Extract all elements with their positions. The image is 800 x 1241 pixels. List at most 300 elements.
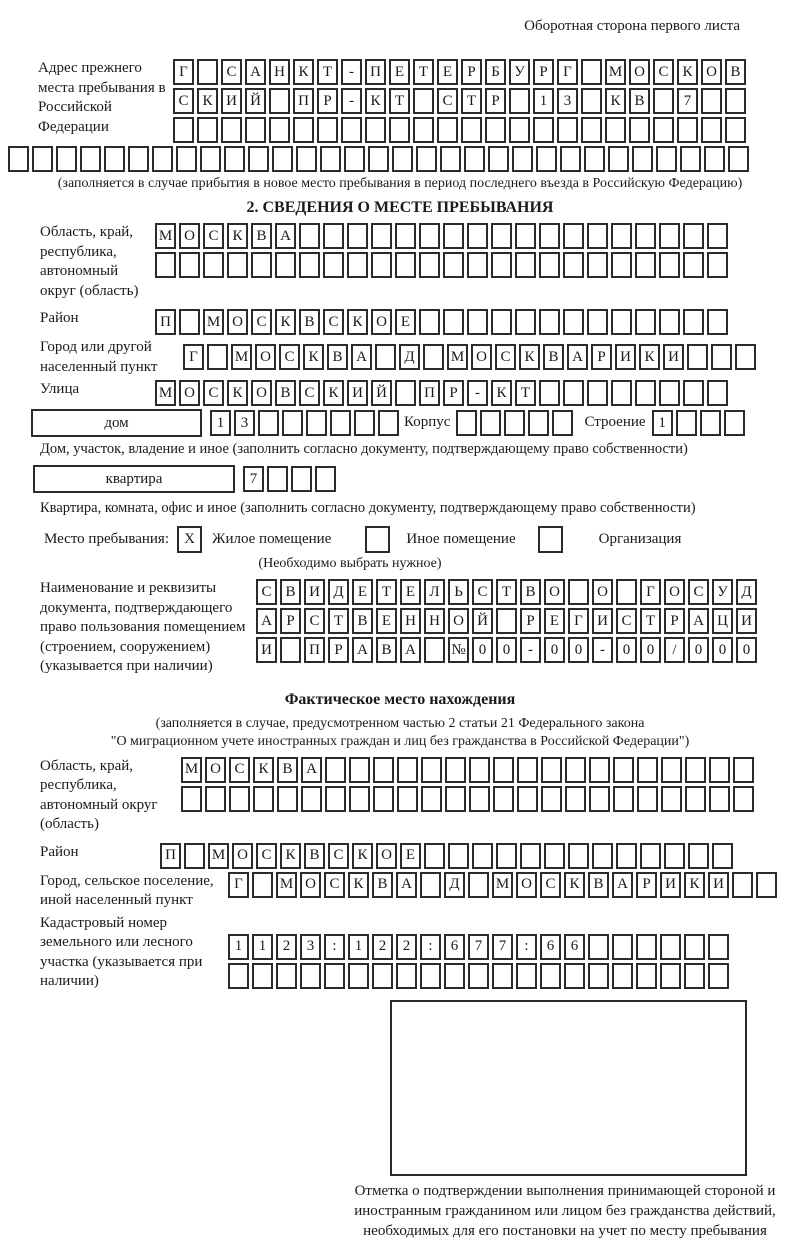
char-cell[interactable] bbox=[424, 843, 445, 869]
char-cell[interactable]: С bbox=[323, 309, 344, 335]
char-cell[interactable] bbox=[347, 252, 368, 278]
char-cell[interactable]: С bbox=[328, 843, 349, 869]
checkbox-zhiloe[interactable]: X bbox=[177, 526, 202, 553]
char-cell[interactable]: И bbox=[592, 608, 613, 634]
char-cell[interactable]: С bbox=[256, 843, 277, 869]
char-cell[interactable]: 2 bbox=[372, 934, 393, 960]
char-cell[interactable]: Д bbox=[399, 344, 420, 370]
kvartira-widebox[interactable]: квартира bbox=[33, 465, 235, 493]
char-cell[interactable]: Е bbox=[400, 843, 421, 869]
char-cell[interactable]: М bbox=[203, 309, 224, 335]
checkbox-inoe[interactable] bbox=[365, 526, 390, 553]
char-cell[interactable] bbox=[632, 146, 653, 172]
char-cell[interactable]: В bbox=[304, 843, 325, 869]
char-cell[interactable] bbox=[472, 843, 493, 869]
char-cell[interactable] bbox=[324, 963, 345, 989]
char-cell[interactable]: С bbox=[304, 608, 325, 634]
char-cell[interactable] bbox=[661, 786, 682, 812]
char-cell[interactable]: 6 bbox=[444, 934, 465, 960]
char-cell[interactable] bbox=[611, 252, 632, 278]
char-cell[interactable] bbox=[680, 146, 701, 172]
char-cell[interactable] bbox=[756, 872, 777, 898]
char-cell[interactable] bbox=[464, 146, 485, 172]
char-cell[interactable] bbox=[653, 117, 674, 143]
char-cell[interactable]: М bbox=[231, 344, 252, 370]
char-cell[interactable]: Н bbox=[269, 59, 290, 85]
char-cell[interactable] bbox=[397, 757, 418, 783]
char-cell[interactable]: № bbox=[448, 637, 469, 663]
char-cell[interactable] bbox=[467, 309, 488, 335]
char-cell[interactable] bbox=[516, 963, 537, 989]
char-cell[interactable]: Р bbox=[520, 608, 541, 634]
char-cell[interactable]: К bbox=[275, 309, 296, 335]
char-cell[interactable]: Н bbox=[400, 608, 421, 634]
char-cell[interactable] bbox=[708, 934, 729, 960]
char-cell[interactable] bbox=[437, 117, 458, 143]
char-cell[interactable]: 0 bbox=[496, 637, 517, 663]
char-cell[interactable] bbox=[197, 117, 218, 143]
char-cell[interactable]: О bbox=[544, 579, 565, 605]
char-cell[interactable]: М bbox=[492, 872, 513, 898]
char-cell[interactable] bbox=[173, 117, 194, 143]
char-cell[interactable] bbox=[685, 757, 706, 783]
char-cell[interactable]: А bbox=[245, 59, 266, 85]
char-cell[interactable]: И bbox=[304, 579, 325, 605]
char-cell[interactable]: Е bbox=[400, 579, 421, 605]
char-cell[interactable] bbox=[181, 786, 202, 812]
char-cell[interactable] bbox=[735, 344, 756, 370]
char-cell[interactable] bbox=[179, 252, 200, 278]
char-cell[interactable]: 1 bbox=[652, 410, 673, 436]
char-cell[interactable] bbox=[664, 843, 685, 869]
char-cell[interactable] bbox=[564, 963, 585, 989]
char-cell[interactable] bbox=[258, 410, 279, 436]
char-cell[interactable]: Б bbox=[485, 59, 506, 85]
char-cell[interactable] bbox=[275, 252, 296, 278]
dom-widebox[interactable]: дом bbox=[31, 409, 202, 437]
char-cell[interactable] bbox=[203, 252, 224, 278]
char-cell[interactable]: Г bbox=[228, 872, 249, 898]
char-cell[interactable]: 0 bbox=[712, 637, 733, 663]
char-cell[interactable]: И bbox=[347, 380, 368, 406]
char-cell[interactable] bbox=[687, 344, 708, 370]
char-cell[interactable] bbox=[423, 344, 444, 370]
char-cell[interactable] bbox=[608, 146, 629, 172]
char-cell[interactable]: 2 bbox=[276, 934, 297, 960]
char-cell[interactable] bbox=[440, 146, 461, 172]
char-cell[interactable] bbox=[395, 380, 416, 406]
char-cell[interactable] bbox=[661, 757, 682, 783]
char-cell[interactable]: П bbox=[419, 380, 440, 406]
char-cell[interactable]: С bbox=[616, 608, 637, 634]
char-cell[interactable] bbox=[660, 934, 681, 960]
char-cell[interactable] bbox=[184, 843, 205, 869]
char-cell[interactable]: П bbox=[293, 88, 314, 114]
char-cell[interactable]: : bbox=[324, 934, 345, 960]
char-cell[interactable]: Р bbox=[485, 88, 506, 114]
char-cell[interactable]: В bbox=[275, 380, 296, 406]
char-cell[interactable]: Т bbox=[496, 579, 517, 605]
char-cell[interactable] bbox=[587, 380, 608, 406]
char-cell[interactable]: О bbox=[205, 757, 226, 783]
char-cell[interactable]: 1 bbox=[252, 934, 273, 960]
char-cell[interactable]: О bbox=[255, 344, 276, 370]
char-cell[interactable]: : bbox=[516, 934, 537, 960]
char-cell[interactable]: Р bbox=[280, 608, 301, 634]
char-cell[interactable] bbox=[544, 843, 565, 869]
char-cell[interactable] bbox=[587, 252, 608, 278]
char-cell[interactable] bbox=[267, 466, 288, 492]
char-cell[interactable]: Н bbox=[424, 608, 445, 634]
char-cell[interactable]: / bbox=[664, 637, 685, 663]
char-cell[interactable] bbox=[448, 843, 469, 869]
char-cell[interactable]: И bbox=[256, 637, 277, 663]
char-cell[interactable] bbox=[707, 380, 728, 406]
char-cell[interactable] bbox=[365, 117, 386, 143]
char-cell[interactable]: В bbox=[327, 344, 348, 370]
char-cell[interactable] bbox=[592, 843, 613, 869]
char-cell[interactable] bbox=[685, 786, 706, 812]
char-cell[interactable] bbox=[205, 786, 226, 812]
char-cell[interactable] bbox=[541, 757, 562, 783]
char-cell[interactable]: - bbox=[592, 637, 613, 663]
char-cell[interactable]: 0 bbox=[544, 637, 565, 663]
char-cell[interactable] bbox=[248, 146, 269, 172]
char-cell[interactable] bbox=[155, 252, 176, 278]
char-cell[interactable] bbox=[637, 757, 658, 783]
char-cell[interactable] bbox=[587, 223, 608, 249]
char-cell[interactable] bbox=[688, 843, 709, 869]
char-cell[interactable]: Ь bbox=[448, 579, 469, 605]
char-cell[interactable]: В bbox=[543, 344, 564, 370]
char-cell[interactable] bbox=[563, 309, 584, 335]
char-cell[interactable] bbox=[563, 223, 584, 249]
char-cell[interactable] bbox=[563, 252, 584, 278]
char-cell[interactable]: 3 bbox=[300, 934, 321, 960]
char-cell[interactable] bbox=[306, 410, 327, 436]
char-cell[interactable]: М bbox=[605, 59, 626, 85]
char-cell[interactable] bbox=[515, 252, 536, 278]
char-cell[interactable]: О bbox=[300, 872, 321, 898]
char-cell[interactable] bbox=[612, 963, 633, 989]
char-cell[interactable] bbox=[392, 146, 413, 172]
char-cell[interactable] bbox=[653, 88, 674, 114]
char-cell[interactable] bbox=[728, 146, 749, 172]
char-cell[interactable] bbox=[228, 963, 249, 989]
char-cell[interactable]: С bbox=[437, 88, 458, 114]
char-cell[interactable]: 0 bbox=[616, 637, 637, 663]
char-cell[interactable]: С bbox=[173, 88, 194, 114]
char-cell[interactable]: 0 bbox=[688, 637, 709, 663]
char-cell[interactable] bbox=[493, 757, 514, 783]
char-cell[interactable]: О bbox=[251, 380, 272, 406]
char-cell[interactable]: В bbox=[725, 59, 746, 85]
char-cell[interactable] bbox=[344, 146, 365, 172]
char-cell[interactable] bbox=[179, 309, 200, 335]
char-cell[interactable] bbox=[461, 117, 482, 143]
char-cell[interactable]: И bbox=[660, 872, 681, 898]
char-cell[interactable]: Е bbox=[395, 309, 416, 335]
char-cell[interactable] bbox=[296, 146, 317, 172]
char-cell[interactable] bbox=[605, 117, 626, 143]
char-cell[interactable] bbox=[659, 380, 680, 406]
char-cell[interactable] bbox=[276, 963, 297, 989]
char-cell[interactable] bbox=[299, 252, 320, 278]
char-cell[interactable] bbox=[635, 309, 656, 335]
char-cell[interactable] bbox=[152, 146, 173, 172]
char-cell[interactable]: В bbox=[376, 637, 397, 663]
char-cell[interactable] bbox=[251, 252, 272, 278]
char-cell[interactable]: А bbox=[567, 344, 588, 370]
char-cell[interactable] bbox=[341, 117, 362, 143]
char-cell[interactable]: - bbox=[467, 380, 488, 406]
char-cell[interactable] bbox=[323, 223, 344, 249]
char-cell[interactable] bbox=[468, 872, 489, 898]
char-cell[interactable] bbox=[707, 252, 728, 278]
char-cell[interactable] bbox=[373, 757, 394, 783]
char-cell[interactable] bbox=[677, 117, 698, 143]
char-cell[interactable]: И bbox=[615, 344, 636, 370]
char-cell[interactable] bbox=[683, 223, 704, 249]
char-cell[interactable] bbox=[509, 117, 530, 143]
char-cell[interactable]: М bbox=[155, 223, 176, 249]
char-cell[interactable]: 2 bbox=[396, 934, 417, 960]
char-cell[interactable] bbox=[128, 146, 149, 172]
char-cell[interactable] bbox=[378, 410, 399, 436]
char-cell[interactable]: К bbox=[605, 88, 626, 114]
char-cell[interactable] bbox=[637, 786, 658, 812]
char-cell[interactable]: С bbox=[256, 579, 277, 605]
char-cell[interactable]: В bbox=[588, 872, 609, 898]
char-cell[interactable]: К bbox=[365, 88, 386, 114]
checkbox-organizatsiya[interactable] bbox=[538, 526, 563, 553]
char-cell[interactable] bbox=[389, 117, 410, 143]
char-cell[interactable] bbox=[676, 410, 697, 436]
char-cell[interactable]: 1 bbox=[210, 410, 231, 436]
char-cell[interactable]: Й bbox=[371, 380, 392, 406]
char-cell[interactable] bbox=[635, 380, 656, 406]
char-cell[interactable] bbox=[493, 786, 514, 812]
char-cell[interactable]: К bbox=[227, 380, 248, 406]
char-cell[interactable] bbox=[496, 843, 517, 869]
char-cell[interactable] bbox=[468, 963, 489, 989]
char-cell[interactable]: - bbox=[341, 88, 362, 114]
char-cell[interactable]: Г bbox=[640, 579, 661, 605]
char-cell[interactable] bbox=[176, 146, 197, 172]
char-cell[interactable]: С bbox=[324, 872, 345, 898]
char-cell[interactable]: Й bbox=[472, 608, 493, 634]
char-cell[interactable]: О bbox=[592, 579, 613, 605]
char-cell[interactable]: И bbox=[663, 344, 684, 370]
char-cell[interactable] bbox=[588, 963, 609, 989]
char-cell[interactable] bbox=[443, 223, 464, 249]
char-cell[interactable] bbox=[683, 309, 704, 335]
char-cell[interactable] bbox=[512, 146, 533, 172]
char-cell[interactable] bbox=[221, 117, 242, 143]
char-cell[interactable] bbox=[515, 223, 536, 249]
char-cell[interactable]: Р bbox=[664, 608, 685, 634]
char-cell[interactable] bbox=[581, 88, 602, 114]
char-cell[interactable]: Е bbox=[352, 579, 373, 605]
char-cell[interactable] bbox=[552, 410, 573, 436]
char-cell[interactable]: Т bbox=[413, 59, 434, 85]
char-cell[interactable] bbox=[373, 786, 394, 812]
char-cell[interactable] bbox=[349, 757, 370, 783]
char-cell[interactable] bbox=[704, 146, 725, 172]
char-cell[interactable]: С bbox=[251, 309, 272, 335]
char-cell[interactable] bbox=[612, 934, 633, 960]
char-cell[interactable] bbox=[368, 146, 389, 172]
char-cell[interactable]: 6 bbox=[564, 934, 585, 960]
char-cell[interactable]: У bbox=[712, 579, 733, 605]
char-cell[interactable]: 6 bbox=[540, 934, 561, 960]
char-cell[interactable] bbox=[299, 223, 320, 249]
char-cell[interactable]: Т bbox=[640, 608, 661, 634]
char-cell[interactable] bbox=[540, 963, 561, 989]
char-cell[interactable] bbox=[469, 757, 490, 783]
char-cell[interactable] bbox=[444, 963, 465, 989]
char-cell[interactable]: К bbox=[639, 344, 660, 370]
char-cell[interactable]: А bbox=[396, 872, 417, 898]
char-cell[interactable]: И bbox=[736, 608, 757, 634]
char-cell[interactable] bbox=[443, 309, 464, 335]
char-cell[interactable] bbox=[707, 223, 728, 249]
char-cell[interactable]: П bbox=[304, 637, 325, 663]
char-cell[interactable]: К bbox=[348, 872, 369, 898]
char-cell[interactable] bbox=[245, 117, 266, 143]
char-cell[interactable] bbox=[293, 117, 314, 143]
char-cell[interactable] bbox=[611, 223, 632, 249]
char-cell[interactable] bbox=[488, 146, 509, 172]
char-cell[interactable] bbox=[421, 757, 442, 783]
char-cell[interactable]: П bbox=[365, 59, 386, 85]
char-cell[interactable]: К bbox=[293, 59, 314, 85]
char-cell[interactable]: О bbox=[629, 59, 650, 85]
char-cell[interactable] bbox=[252, 963, 273, 989]
char-cell[interactable]: А bbox=[351, 344, 372, 370]
char-cell[interactable] bbox=[616, 579, 637, 605]
char-cell[interactable]: К bbox=[303, 344, 324, 370]
char-cell[interactable] bbox=[371, 252, 392, 278]
char-cell[interactable] bbox=[517, 757, 538, 783]
char-cell[interactable]: С bbox=[299, 380, 320, 406]
char-cell[interactable] bbox=[660, 963, 681, 989]
char-cell[interactable]: М bbox=[276, 872, 297, 898]
char-cell[interactable] bbox=[568, 843, 589, 869]
char-cell[interactable]: М bbox=[155, 380, 176, 406]
char-cell[interactable] bbox=[733, 786, 754, 812]
char-cell[interactable] bbox=[725, 117, 746, 143]
char-cell[interactable] bbox=[253, 786, 274, 812]
char-cell[interactable]: 1 bbox=[348, 934, 369, 960]
char-cell[interactable]: Д bbox=[736, 579, 757, 605]
char-cell[interactable]: Т bbox=[515, 380, 536, 406]
char-cell[interactable] bbox=[611, 380, 632, 406]
char-cell[interactable] bbox=[589, 786, 610, 812]
char-cell[interactable] bbox=[56, 146, 77, 172]
char-cell[interactable]: М bbox=[447, 344, 468, 370]
char-cell[interactable] bbox=[584, 146, 605, 172]
char-cell[interactable]: 7 bbox=[677, 88, 698, 114]
char-cell[interactable] bbox=[636, 963, 657, 989]
char-cell[interactable]: К bbox=[564, 872, 585, 898]
char-cell[interactable]: Г bbox=[173, 59, 194, 85]
char-cell[interactable] bbox=[419, 252, 440, 278]
char-cell[interactable]: 3 bbox=[557, 88, 578, 114]
char-cell[interactable] bbox=[701, 117, 722, 143]
char-cell[interactable]: - bbox=[341, 59, 362, 85]
char-cell[interactable] bbox=[659, 252, 680, 278]
char-cell[interactable] bbox=[480, 410, 501, 436]
char-cell[interactable] bbox=[469, 786, 490, 812]
char-cell[interactable] bbox=[372, 963, 393, 989]
char-cell[interactable]: А bbox=[275, 223, 296, 249]
char-cell[interactable]: М bbox=[181, 757, 202, 783]
char-cell[interactable]: Т bbox=[317, 59, 338, 85]
char-cell[interactable]: В bbox=[251, 223, 272, 249]
char-cell[interactable]: В bbox=[299, 309, 320, 335]
char-cell[interactable] bbox=[282, 410, 303, 436]
char-cell[interactable] bbox=[491, 252, 512, 278]
char-cell[interactable]: Г bbox=[568, 608, 589, 634]
char-cell[interactable]: К bbox=[253, 757, 274, 783]
char-cell[interactable]: О bbox=[516, 872, 537, 898]
char-cell[interactable] bbox=[557, 117, 578, 143]
char-cell[interactable] bbox=[533, 117, 554, 143]
char-cell[interactable] bbox=[528, 410, 549, 436]
char-cell[interactable] bbox=[413, 117, 434, 143]
char-cell[interactable]: В bbox=[277, 757, 298, 783]
char-cell[interactable]: А bbox=[612, 872, 633, 898]
char-cell[interactable]: Т bbox=[461, 88, 482, 114]
char-cell[interactable]: 1 bbox=[533, 88, 554, 114]
char-cell[interactable]: О bbox=[471, 344, 492, 370]
char-cell[interactable] bbox=[733, 757, 754, 783]
char-cell[interactable]: О bbox=[701, 59, 722, 85]
char-cell[interactable] bbox=[539, 309, 560, 335]
char-cell[interactable]: О bbox=[179, 380, 200, 406]
char-cell[interactable] bbox=[659, 223, 680, 249]
char-cell[interactable] bbox=[277, 786, 298, 812]
char-cell[interactable] bbox=[420, 872, 441, 898]
char-cell[interactable] bbox=[467, 252, 488, 278]
char-cell[interactable] bbox=[349, 786, 370, 812]
char-cell[interactable] bbox=[32, 146, 53, 172]
char-cell[interactable]: Л bbox=[424, 579, 445, 605]
char-cell[interactable]: П bbox=[155, 309, 176, 335]
char-cell[interactable] bbox=[504, 410, 525, 436]
char-cell[interactable] bbox=[104, 146, 125, 172]
char-cell[interactable] bbox=[323, 252, 344, 278]
char-cell[interactable] bbox=[587, 309, 608, 335]
char-cell[interactable]: Р bbox=[317, 88, 338, 114]
char-cell[interactable] bbox=[725, 88, 746, 114]
char-cell[interactable]: Е bbox=[437, 59, 458, 85]
char-cell[interactable]: Т bbox=[376, 579, 397, 605]
char-cell[interactable] bbox=[539, 252, 560, 278]
char-cell[interactable]: Р bbox=[443, 380, 464, 406]
char-cell[interactable]: И bbox=[221, 88, 242, 114]
char-cell[interactable]: А bbox=[352, 637, 373, 663]
char-cell[interactable] bbox=[300, 963, 321, 989]
char-cell[interactable]: И bbox=[708, 872, 729, 898]
char-cell[interactable] bbox=[197, 59, 218, 85]
char-cell[interactable] bbox=[581, 59, 602, 85]
char-cell[interactable] bbox=[711, 344, 732, 370]
char-cell[interactable]: С bbox=[495, 344, 516, 370]
char-cell[interactable] bbox=[581, 117, 602, 143]
char-cell[interactable]: С bbox=[653, 59, 674, 85]
